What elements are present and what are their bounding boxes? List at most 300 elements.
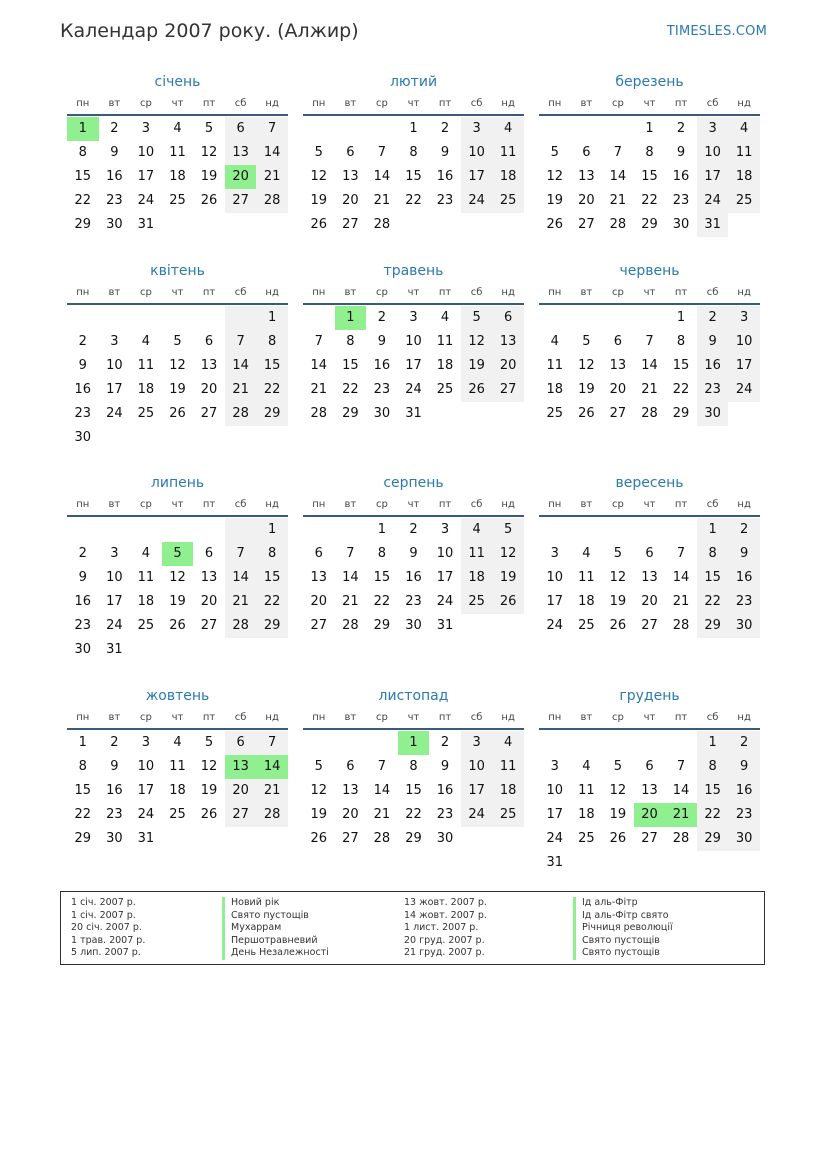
day-cell[interactable]: 15 [697, 779, 729, 803]
day-cell[interactable]: 7 [314, 334, 323, 349]
day-cell[interactable]: 27 [578, 217, 595, 232]
day-cell[interactable]: 1 [697, 731, 729, 755]
day-cell[interactable]: 18 [492, 165, 524, 189]
day-cell[interactable]: 23 [106, 193, 123, 208]
day-cell[interactable]: 15 [342, 358, 359, 373]
day-cell[interactable]: 16 [373, 358, 391, 373]
day-cell[interactable]: 1 [335, 306, 367, 330]
day-cell[interactable]: 5 [582, 334, 591, 349]
day-cell[interactable]: 8 [409, 145, 418, 160]
day-cell[interactable]: 25 [137, 406, 155, 421]
day-cell[interactable]: 8 [78, 145, 87, 160]
day-cell[interactable]: 2 [110, 121, 119, 136]
day-cell[interactable]: 8 [256, 542, 288, 566]
day-cell[interactable]: 30 [373, 406, 391, 421]
day-cell[interactable]: 20 [609, 382, 627, 397]
day-cell[interactable]: 30 [672, 217, 690, 232]
day-cell[interactable]: 26 [492, 590, 524, 614]
day-cell[interactable]: 25 [578, 618, 595, 633]
day-cell[interactable]: 24 [405, 382, 422, 397]
day-cell[interactable]: 8 [409, 759, 418, 774]
day-cell[interactable]: 20 [342, 807, 359, 822]
day-cell[interactable]: 10 [461, 755, 493, 779]
day-cell[interactable]: 25 [492, 803, 524, 827]
day-cell[interactable]: 2 [728, 731, 760, 755]
day-cell[interactable]: 1 [676, 310, 686, 325]
day-cell[interactable]: 3 [141, 121, 151, 136]
day-cell[interactable]: 14 [256, 755, 288, 779]
day-cell[interactable]: 6 [225, 117, 257, 141]
day-cell[interactable]: 21 [609, 193, 627, 208]
day-cell[interactable]: 22 [672, 382, 690, 397]
day-cell[interactable]: 3 [461, 731, 493, 755]
day-cell[interactable]: 18 [728, 165, 760, 189]
day-cell[interactable]: 15 [74, 169, 92, 184]
day-cell[interactable]: 1 [256, 518, 288, 542]
day-cell[interactable]: 16 [436, 169, 454, 184]
day-cell[interactable]: 14 [310, 358, 328, 373]
day-cell[interactable]: 31 [137, 831, 155, 846]
day-cell[interactable]: 16 [106, 169, 123, 184]
day-cell[interactable]: 13 [310, 570, 328, 585]
day-cell[interactable]: 25 [169, 193, 186, 208]
day-cell[interactable]: 26 [200, 807, 218, 822]
day-cell[interactable]: 3 [440, 522, 450, 537]
day-cell[interactable]: 3 [550, 546, 559, 561]
day-cell[interactable]: 27 [225, 803, 257, 827]
day-cell[interactable]: 22 [405, 193, 422, 208]
day-cell[interactable]: 10 [546, 570, 564, 585]
site-link[interactable]: TIMESLES.COM [666, 24, 767, 39]
day-cell[interactable]: 23 [106, 807, 123, 822]
day-cell[interactable]: 28 [342, 618, 359, 633]
day-cell[interactable]: 25 [461, 590, 493, 614]
day-cell[interactable]: 31 [546, 855, 564, 870]
day-cell[interactable]: 20 [200, 382, 218, 397]
day-cell[interactable]: 16 [728, 779, 760, 803]
day-cell[interactable]: 16 [405, 570, 422, 585]
day-cell[interactable]: 7 [613, 145, 623, 160]
day-cell[interactable]: 20 [634, 803, 666, 827]
day-cell[interactable]: 20 [225, 165, 257, 189]
day-cell[interactable]: 4 [492, 731, 524, 755]
day-cell[interactable]: 23 [697, 378, 729, 402]
day-cell[interactable]: 1 [645, 121, 654, 136]
day-cell[interactable]: 20 [641, 594, 658, 609]
day-cell[interactable]: 23 [373, 382, 391, 397]
day-cell[interactable]: 29 [256, 402, 288, 426]
day-cell[interactable]: 21 [256, 165, 288, 189]
day-cell[interactable]: 11 [169, 759, 186, 774]
day-cell[interactable]: 12 [578, 358, 595, 373]
day-cell[interactable]: 22 [256, 590, 288, 614]
day-cell[interactable]: 26 [461, 378, 493, 402]
day-cell[interactable]: 9 [110, 145, 119, 160]
day-cell[interactable]: 20 [342, 193, 359, 208]
day-cell[interactable]: 31 [405, 406, 422, 421]
day-cell[interactable]: 23 [436, 807, 454, 822]
day-cell[interactable]: 2 [676, 121, 686, 136]
day-cell[interactable]: 13 [609, 358, 627, 373]
day-cell[interactable]: 4 [141, 334, 151, 349]
day-cell[interactable]: 18 [436, 358, 454, 373]
day-cell[interactable]: 6 [645, 759, 654, 774]
day-cell[interactable]: 28 [672, 831, 690, 846]
day-cell[interactable]: 2 [697, 306, 729, 330]
day-cell[interactable]: 29 [641, 217, 658, 232]
day-cell[interactable]: 9 [697, 330, 729, 354]
day-cell[interactable]: 4 [582, 759, 591, 774]
day-cell[interactable]: 18 [546, 382, 564, 397]
day-cell[interactable]: 16 [697, 354, 729, 378]
day-cell[interactable]: 19 [609, 594, 627, 609]
day-cell[interactable]: 18 [578, 807, 595, 822]
day-cell[interactable]: 9 [78, 358, 87, 373]
day-cell[interactable]: 29 [74, 831, 92, 846]
day-cell[interactable]: 5 [204, 735, 214, 750]
day-cell[interactable]: 14 [225, 354, 257, 378]
day-cell[interactable]: 3 [409, 310, 418, 325]
day-cell[interactable]: 14 [609, 169, 627, 184]
day-cell[interactable]: 16 [74, 382, 92, 397]
day-cell[interactable]: 27 [342, 217, 359, 232]
day-cell[interactable]: 2 [440, 735, 450, 750]
day-cell[interactable]: 12 [609, 783, 627, 798]
day-cell[interactable]: 8 [697, 755, 729, 779]
day-cell[interactable]: 21 [665, 803, 697, 827]
day-cell[interactable]: 21 [225, 378, 257, 402]
day-cell[interactable]: 29 [672, 406, 690, 421]
day-cell[interactable]: 23 [436, 193, 454, 208]
day-cell[interactable]: 7 [256, 117, 288, 141]
day-cell[interactable]: 29 [697, 827, 729, 851]
day-cell[interactable]: 13 [342, 169, 359, 184]
day-cell[interactable]: 17 [436, 570, 454, 585]
day-cell[interactable]: 7 [645, 334, 654, 349]
day-cell[interactable]: 29 [405, 831, 422, 846]
day-cell[interactable]: 10 [137, 759, 155, 774]
day-cell[interactable]: 7 [676, 546, 686, 561]
day-cell[interactable]: 22 [373, 594, 391, 609]
day-cell[interactable]: 13 [578, 169, 595, 184]
day-cell[interactable]: 2 [110, 735, 119, 750]
day-cell[interactable]: 26 [310, 217, 328, 232]
day-cell[interactable]: 19 [609, 807, 627, 822]
day-cell[interactable]: 26 [609, 618, 627, 633]
day-cell[interactable]: 13 [641, 783, 658, 798]
day-cell[interactable]: 15 [405, 783, 422, 798]
day-cell[interactable]: 7 [377, 145, 387, 160]
day-cell[interactable]: 5 [492, 518, 524, 542]
day-cell[interactable]: 4 [550, 334, 559, 349]
day-cell[interactable]: 6 [225, 731, 257, 755]
day-cell[interactable]: 15 [405, 169, 422, 184]
day-cell[interactable]: 14 [641, 358, 658, 373]
day-cell[interactable]: 21 [256, 779, 288, 803]
day-cell[interactable]: 14 [373, 783, 391, 798]
day-cell[interactable]: 5 [613, 759, 623, 774]
day-cell[interactable]: 26 [609, 831, 627, 846]
day-cell[interactable]: 25 [728, 189, 760, 213]
day-cell[interactable]: 4 [728, 117, 760, 141]
day-cell[interactable]: 8 [645, 145, 654, 160]
day-cell[interactable]: 30 [728, 614, 760, 638]
day-cell[interactable]: 29 [342, 406, 359, 421]
day-cell[interactable]: 25 [492, 189, 524, 213]
day-cell[interactable]: 24 [106, 618, 123, 633]
day-cell[interactable]: 15 [672, 358, 690, 373]
day-cell[interactable]: 19 [578, 382, 595, 397]
day-cell[interactable]: 13 [225, 141, 257, 165]
day-cell[interactable]: 10 [137, 145, 155, 160]
day-cell[interactable]: 27 [641, 831, 658, 846]
day-cell[interactable]: 9 [78, 570, 87, 585]
day-cell[interactable]: 17 [546, 594, 564, 609]
day-cell[interactable]: 14 [256, 141, 288, 165]
day-cell[interactable]: 24 [697, 189, 729, 213]
day-cell[interactable]: 13 [200, 570, 218, 585]
day-cell[interactable]: 14 [373, 169, 391, 184]
day-cell[interactable]: 2 [409, 522, 418, 537]
day-cell[interactable]: 28 [373, 217, 391, 232]
day-cell[interactable]: 21 [672, 594, 690, 609]
day-cell[interactable]: 27 [310, 618, 328, 633]
day-cell[interactable]: 24 [728, 378, 760, 402]
day-cell[interactable]: 12 [310, 169, 328, 184]
day-cell[interactable]: 10 [436, 546, 454, 561]
day-cell[interactable]: 22 [697, 590, 729, 614]
day-cell[interactable]: 26 [169, 618, 186, 633]
day-cell[interactable]: 22 [641, 193, 658, 208]
day-cell[interactable]: 22 [697, 803, 729, 827]
day-cell[interactable]: 19 [310, 193, 328, 208]
day-cell[interactable]: 16 [436, 783, 454, 798]
day-cell[interactable]: 17 [106, 594, 123, 609]
day-cell[interactable]: 11 [137, 570, 155, 585]
day-cell[interactable]: 23 [728, 590, 760, 614]
day-cell[interactable]: 10 [106, 570, 123, 585]
day-cell[interactable]: 28 [641, 406, 658, 421]
day-cell[interactable]: 5 [162, 542, 194, 566]
day-cell[interactable]: 16 [728, 566, 760, 590]
day-cell[interactable]: 25 [169, 807, 186, 822]
day-cell[interactable]: 12 [492, 542, 524, 566]
day-cell[interactable]: 24 [137, 193, 155, 208]
day-cell[interactable]: 9 [440, 759, 450, 774]
day-cell[interactable]: 19 [169, 594, 186, 609]
day-cell[interactable]: 24 [461, 189, 493, 213]
day-cell[interactable]: 21 [373, 807, 391, 822]
day-cell[interactable]: 10 [106, 358, 123, 373]
day-cell[interactable]: 6 [613, 334, 623, 349]
day-cell[interactable]: 1 [398, 731, 430, 755]
day-cell[interactable]: 7 [377, 759, 387, 774]
day-cell[interactable]: 26 [169, 406, 186, 421]
day-cell[interactable]: 11 [436, 334, 454, 349]
day-cell[interactable]: 3 [550, 759, 559, 774]
day-cell[interactable]: 14 [672, 783, 690, 798]
day-cell[interactable]: 11 [492, 141, 524, 165]
day-cell[interactable]: 31 [106, 642, 123, 657]
day-cell[interactable]: 3 [110, 334, 119, 349]
day-cell[interactable]: 29 [373, 618, 391, 633]
day-cell[interactable]: 26 [546, 217, 564, 232]
day-cell[interactable]: 2 [78, 334, 87, 349]
day-cell[interactable]: 12 [546, 169, 564, 184]
day-cell[interactable]: 17 [137, 169, 155, 184]
day-cell[interactable]: 27 [200, 406, 218, 421]
day-cell[interactable]: 12 [200, 145, 218, 160]
day-cell[interactable]: 22 [74, 807, 92, 822]
day-cell[interactable]: 19 [310, 807, 328, 822]
day-cell[interactable]: 18 [137, 382, 155, 397]
day-cell[interactable]: 5 [613, 546, 623, 561]
day-cell[interactable]: 1 [697, 518, 729, 542]
day-cell[interactable]: 13 [492, 330, 524, 354]
day-cell[interactable]: 9 [676, 145, 686, 160]
day-cell[interactable]: 17 [405, 358, 422, 373]
day-cell[interactable]: 4 [492, 117, 524, 141]
day-cell[interactable]: 26 [310, 831, 328, 846]
day-cell[interactable]: 28 [256, 803, 288, 827]
day-cell[interactable]: 4 [173, 121, 182, 136]
day-cell[interactable]: 29 [256, 614, 288, 638]
day-cell[interactable]: 22 [74, 193, 92, 208]
day-cell[interactable]: 19 [200, 169, 218, 184]
day-cell[interactable]: 21 [373, 193, 391, 208]
day-cell[interactable]: 6 [314, 546, 323, 561]
day-cell[interactable]: 21 [225, 590, 257, 614]
day-cell[interactable]: 9 [377, 334, 387, 349]
day-cell[interactable]: 9 [409, 546, 418, 561]
day-cell[interactable]: 16 [106, 783, 123, 798]
day-cell[interactable]: 31 [137, 217, 155, 232]
day-cell[interactable]: 12 [169, 570, 186, 585]
day-cell[interactable]: 17 [697, 165, 729, 189]
day-cell[interactable]: 27 [225, 189, 257, 213]
day-cell[interactable]: 27 [609, 406, 627, 421]
day-cell[interactable]: 11 [492, 755, 524, 779]
day-cell[interactable]: 25 [546, 406, 564, 421]
day-cell[interactable]: 5 [314, 145, 323, 160]
day-cell[interactable]: 30 [697, 402, 729, 426]
day-cell[interactable]: 30 [436, 831, 454, 846]
day-cell[interactable]: 9 [728, 542, 760, 566]
day-cell[interactable]: 22 [256, 378, 288, 402]
day-cell[interactable]: 24 [546, 618, 564, 633]
day-cell[interactable]: 15 [697, 566, 729, 590]
day-cell[interactable]: 24 [546, 831, 564, 846]
day-cell[interactable]: 24 [461, 803, 493, 827]
day-cell[interactable]: 3 [141, 735, 151, 750]
day-cell[interactable]: 13 [225, 755, 257, 779]
day-cell[interactable]: 26 [200, 193, 218, 208]
day-cell[interactable]: 15 [641, 169, 658, 184]
day-cell[interactable]: 19 [546, 193, 564, 208]
day-cell[interactable]: 20 [492, 354, 524, 378]
day-cell[interactable]: 6 [204, 546, 214, 561]
day-cell[interactable]: 6 [492, 306, 524, 330]
day-cell[interactable]: 5 [173, 334, 182, 349]
day-cell[interactable]: 24 [137, 807, 155, 822]
day-cell[interactable]: 30 [728, 827, 760, 851]
day-cell[interactable]: 14 [225, 566, 257, 590]
day-cell[interactable]: 5 [550, 145, 559, 160]
day-cell[interactable]: 12 [310, 783, 328, 798]
day-cell[interactable]: 18 [137, 594, 155, 609]
day-cell[interactable]: 30 [106, 217, 123, 232]
day-cell[interactable]: 3 [697, 117, 729, 141]
day-cell[interactable]: 8 [377, 546, 387, 561]
day-cell[interactable]: 9 [440, 145, 450, 160]
day-cell[interactable]: 6 [645, 546, 654, 561]
day-cell[interactable]: 8 [697, 542, 729, 566]
day-cell[interactable]: 12 [609, 570, 627, 585]
day-cell[interactable]: 1 [256, 306, 288, 330]
day-cell[interactable]: 29 [697, 614, 729, 638]
day-cell[interactable]: 20 [310, 594, 328, 609]
day-cell[interactable]: 2 [728, 518, 760, 542]
day-cell[interactable]: 8 [346, 334, 355, 349]
day-cell[interactable]: 4 [141, 546, 151, 561]
day-cell[interactable]: 25 [436, 382, 454, 397]
day-cell[interactable]: 17 [546, 807, 564, 822]
day-cell[interactable]: 17 [106, 382, 123, 397]
day-cell[interactable]: 9 [728, 755, 760, 779]
day-cell[interactable]: 14 [672, 570, 690, 585]
day-cell[interactable]: 19 [169, 382, 186, 397]
day-cell[interactable]: 23 [74, 618, 92, 633]
day-cell[interactable]: 19 [200, 783, 218, 798]
day-cell[interactable]: 15 [74, 783, 92, 798]
day-cell[interactable]: 1 [377, 522, 387, 537]
day-cell[interactable]: 6 [346, 145, 355, 160]
day-cell[interactable]: 12 [200, 759, 218, 774]
day-cell[interactable]: 12 [169, 358, 186, 373]
day-cell[interactable]: 10 [546, 783, 564, 798]
day-cell[interactable]: 8 [256, 330, 288, 354]
day-cell[interactable]: 26 [578, 406, 595, 421]
day-cell[interactable]: 31 [697, 213, 729, 237]
day-cell[interactable]: 21 [641, 382, 658, 397]
day-cell[interactable]: 18 [578, 594, 595, 609]
day-cell[interactable]: 28 [225, 614, 257, 638]
day-cell[interactable]: 28 [256, 189, 288, 213]
day-cell[interactable]: 28 [373, 831, 391, 846]
day-cell[interactable]: 17 [137, 783, 155, 798]
day-cell[interactable]: 15 [256, 566, 288, 590]
day-cell[interactable]: 9 [110, 759, 119, 774]
day-cell[interactable]: 15 [256, 354, 288, 378]
day-cell[interactable]: 24 [106, 406, 123, 421]
day-cell[interactable]: 5 [314, 759, 323, 774]
day-cell[interactable]: 4 [461, 518, 493, 542]
day-cell[interactable]: 13 [641, 570, 658, 585]
day-cell[interactable]: 28 [225, 402, 257, 426]
day-cell[interactable]: 10 [697, 141, 729, 165]
day-cell[interactable]: 13 [200, 358, 218, 373]
day-cell[interactable]: 11 [728, 141, 760, 165]
day-cell[interactable]: 23 [74, 406, 92, 421]
day-cell[interactable]: 28 [310, 406, 328, 421]
day-cell[interactable]: 5 [461, 306, 493, 330]
day-cell[interactable]: 1 [78, 735, 87, 750]
day-cell[interactable]: 30 [106, 831, 123, 846]
day-cell[interactable]: 7 [225, 542, 257, 566]
day-cell[interactable]: 27 [641, 618, 658, 633]
day-cell[interactable]: 27 [342, 831, 359, 846]
day-cell[interactable]: 15 [373, 570, 391, 585]
